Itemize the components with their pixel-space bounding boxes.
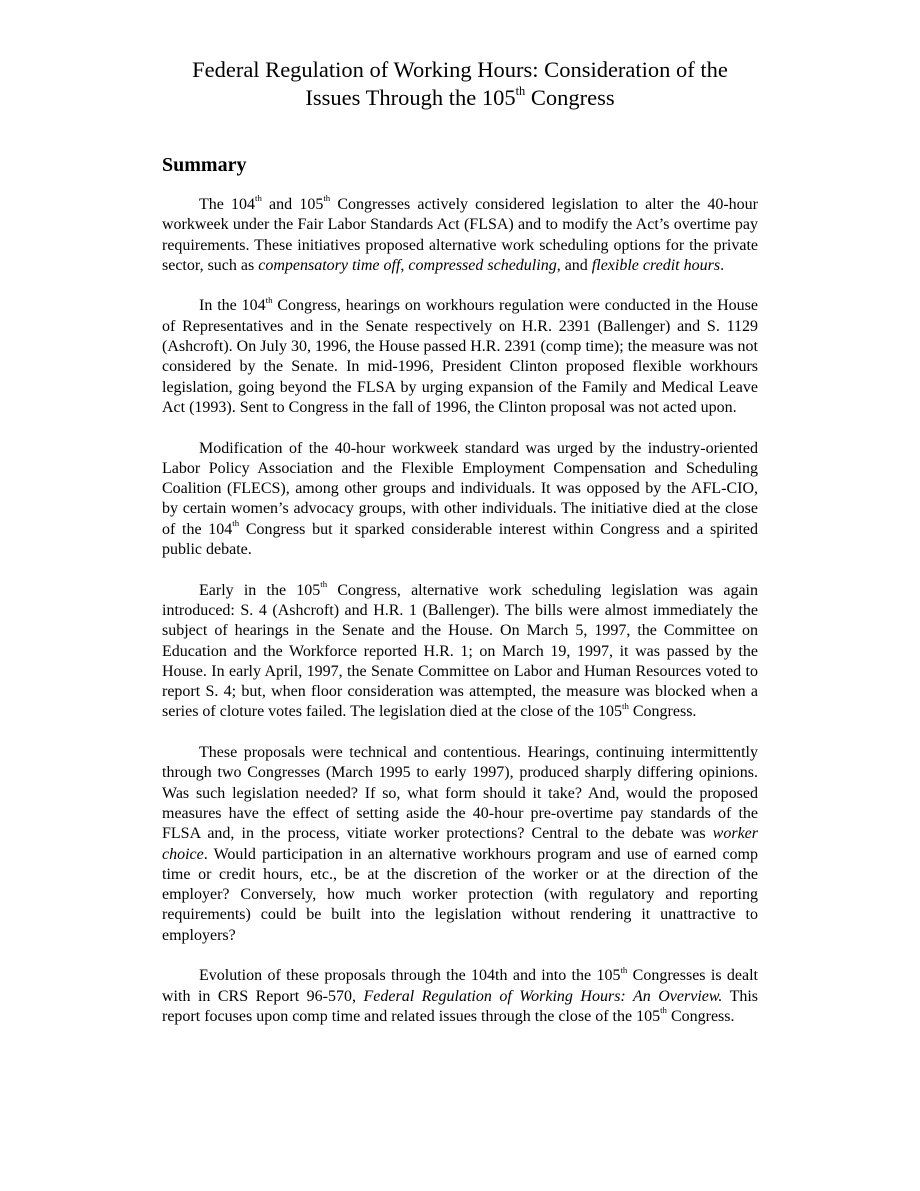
- report-title: [162, 56, 758, 112]
- p5-text-b: . Would participation in an alternative workhours program and use of earned comp time or credit hours, etc., be at the discretion of the worker or at the direction of the employer? Conversely, how much worker protection (with regulatory and reporting requirements) could be built into the legislation without rendering it unattractive to employers?: [162, 845, 758, 944]
- p1-text-c: Congresses actively considered legislation to alter the 40-hour workweek under the Fair Labor Standards Act (FLSA) and to modify the Act’s overtime pay requirements. These initiatives proposed alternative work scheduling options for the private sector, such as: [162, 196, 759, 274]
- p2-text-b: Congress, hearings on workhours regulation were conducted in the House of Representatives and in the Senate respectively on H.R. 2391 (Ballenger) and S. 1129 (Ashcroft). On July 30, 1996, the House passed H.R. 2391 (comp time); the measure was not considered by the Senate. In mid-1996, President Clinton proposed flexible workhours legislation, going beyond the FLSA by urging expansion of the Family and Medical Leave Act (1993). Sent to Congress in the fall of 1996, the Clinton proposal was not acted upon.: [162, 297, 758, 416]
- p1-text-b: and 105: [261, 196, 324, 213]
- document-page: [162, 56, 758, 1027]
- p1-text-f: .: [720, 256, 725, 274]
- p4-text-a: Early in the 105: [199, 581, 321, 599]
- paragraph-2: [162, 296, 758, 418]
- p6-sup-c: th: [660, 1005, 667, 1016]
- p4-text-c: Congress.: [628, 703, 697, 721]
- p1-sup-a: th: [255, 193, 262, 204]
- title-line-2-text: Issues Through the 105: [305, 85, 516, 110]
- p4-sup-b: th: [622, 700, 629, 711]
- p3-text-b: Congress but it sparked considerable interest within Congress and a spirited public debate.: [162, 520, 759, 559]
- p5-text-a: These proposals were technical and contentious. Hearings, continuing intermittently through two Congresses (March 1995 to early 1997), produced sharply differing opinions. Was such legislation needed? If so, what form should it take? And, would the proposed measures have the effect of setting aside the 40-hour pre-overtime pay standards of the FLSA and, in the process, vitiate worker protections? Central to the debate was: [162, 744, 758, 843]
- p6-text-d: Congress.: [666, 1007, 735, 1025]
- paragraph-5: [162, 743, 758, 946]
- p4-sup-a: th: [320, 579, 328, 589]
- p1-text-a: The 104: [199, 196, 256, 213]
- p1-italic-flexible: flexible credit hours: [591, 256, 721, 274]
- p2-sup-a: th: [265, 294, 273, 305]
- p6-text-a: Evolution of these proposals through the 104th and into the 105: [199, 967, 621, 985]
- paragraph-4: [162, 581, 758, 723]
- p5-italic-worker-choice: worker choice: [162, 825, 758, 863]
- title-line-1: Federal Regulation of Working Hours: Consideration of the: [192, 57, 728, 82]
- p1-text-d: ,: [400, 256, 409, 274]
- p2-text-a: In the 104: [199, 297, 266, 315]
- p6-italic-report-title: Federal Regulation of Working Hours: An Overview.: [363, 987, 723, 1005]
- summary-heading: Summary: [162, 154, 247, 176]
- paragraph-1: [162, 195, 758, 276]
- p6-sup-a: th: [620, 964, 628, 975]
- p6-text-c: This report focuses upon comp time and related issues through the close of the 105: [162, 987, 759, 1025]
- p1-sup-b: th: [323, 193, 331, 204]
- title-line-2-end: Congress: [525, 85, 615, 110]
- p3-text-a: Modification of the 40-hour workweek standard was urged by the industry-oriented Labor Policy Association and the Flexible Employment Compensation and Scheduling Coalition (FLECS), among other groups and individuals. It was opposed by the AFL-CIO, by certain women’s advocacy groups, with other individuals. The initiative died at the close of the 104: [162, 439, 758, 538]
- p3-sup-a: th: [232, 518, 240, 529]
- p1-italic-comp-time: compensatory time off: [258, 256, 401, 274]
- paragraph-6: [162, 966, 758, 1027]
- title-superscript: th: [515, 83, 526, 98]
- p4-text-b: Congress, alternative work scheduling legislation was again introduced: S. 4 (Ashcroft) and H.R. 1 (Ballenger). The bills were almost immediately the subject of hearings in the Senate and the House. On March 5, 1997, the Committee on Education and the Workforce reported H.R. 1; on March 19, 1997, it was passed by the House. In early April, 1997, the Senate Committee on Labor and Human Resources voted to report S. 4; but, when floor consideration was attempted, the measure was blocked when a series of cloture votes failed. The legislation died at the close of the 105: [162, 581, 759, 721]
- title-line-2: [305, 85, 614, 110]
- p6-text-b: Congresses is dealt with in CRS Report 96-570,: [162, 967, 758, 1005]
- paragraph-3: [162, 439, 758, 561]
- p1-italic-compressed: compressed scheduling: [408, 256, 557, 274]
- p1-text-e: , and: [556, 256, 592, 274]
